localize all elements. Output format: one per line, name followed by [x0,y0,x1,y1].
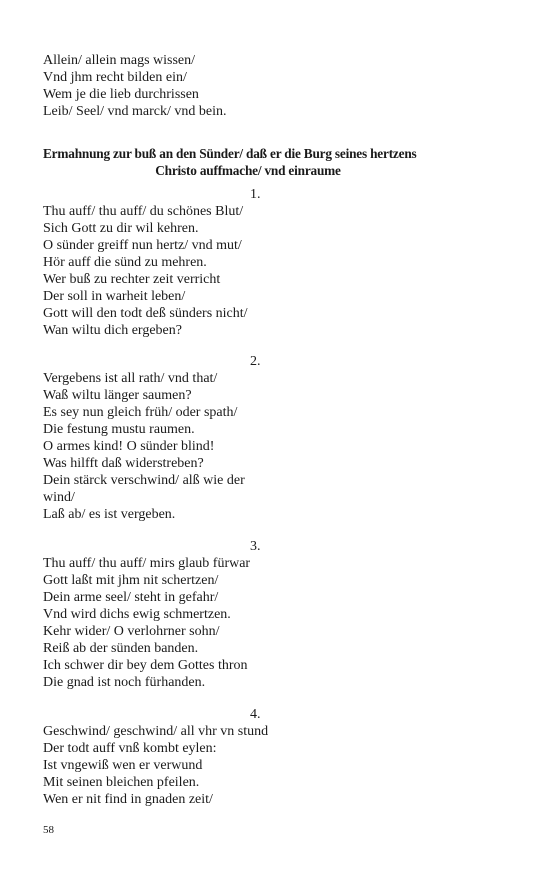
verse-line: Dein arme seel/ steht in gefahr/ [43,590,219,605]
verse-line: Laß ab/ es ist vergeben. [43,507,176,522]
verse-line: Gott will den todt deß sünders nicht/ [43,306,248,321]
poem-title-line-2: Christo auffmache/ vnd einraume [155,163,341,178]
verse-line: O armes kind! O sünder blind! [43,439,215,454]
poem-title [43,145,483,179]
verse-line: Die festung mustu raumen. [43,422,195,437]
verse-line: Ich schwer dir bey dem Gottes thron [43,658,248,673]
stanza-number: 1. [250,187,261,202]
verse-line: Hör auff die sünd zu mehren. [43,255,207,270]
verse-line: Ist vngewiß wen er verwund [43,758,203,773]
verse-line: Allein/ allein mags wissen/ [43,53,196,68]
intro-verse [43,52,483,120]
verse-line: Leib/ Seel/ vnd marck/ vnd bein. [43,104,227,119]
verse-line: Wen er nit find in gnaden zeit/ [43,792,213,807]
verse-line: Waß wiltu länger saumen? [43,388,192,403]
stanza-3 [43,555,483,691]
verse-line: Vnd wird dichs ewig schmertzen. [43,607,231,622]
poem-title-line-1: Ermahnung zur buß an den Sünder/ daß er die Burg seines hertzens [43,146,417,161]
verse-line: wind/ [43,490,75,505]
verse-line: Der soll in warheit leben/ [43,289,186,304]
verse-line: Gott laßt mit jhm nit schertzen/ [43,573,219,588]
verse-line: Was hilfft daß widerstreben? [43,456,204,471]
verse-line: Wan wiltu dich ergeben? [43,323,182,338]
page-number: 58 [43,824,54,836]
stanza-1 [43,203,483,339]
verse-line: Reiß ab der sünden banden. [43,641,199,656]
verse-line: O sünder greiff nun hertz/ vnd mut/ [43,238,242,253]
stanza-2 [43,370,483,523]
verse-line: Es sey nun gleich früh/ oder spath/ [43,405,238,420]
verse-line: Kehr wider/ O verlohrner sohn/ [43,624,220,639]
verse-line: Thu auff/ thu auff/ mirs glaub fürwar [43,556,251,571]
verse-line: Thu auff/ thu auff/ du schönes Blut/ [43,204,244,219]
verse-line: Sich Gott zu dir wil kehren. [43,221,199,236]
verse-line: Geschwind/ geschwind/ all vhr vn stund [43,724,269,739]
stanza-4 [43,723,483,808]
stanza-number: 2. [250,354,261,369]
verse-line: Vnd jhm recht bilden ein/ [43,70,187,85]
verse-line: Dein stärck verschwind/ alß wie der [43,473,245,488]
verse-line: Wem je die lieb durchrissen [43,87,199,102]
verse-line: Mit seinen bleichen pfeilen. [43,775,200,790]
stanza-number: 4. [250,707,261,722]
stanza-number: 3. [250,539,261,554]
verse-line: Die gnad ist noch fürhanden. [43,675,206,690]
verse-line: Wer buß zu rechter zeit verricht [43,272,221,287]
verse-line: Vergebens ist all rath/ vnd that/ [43,371,218,386]
verse-line: Der todt auff vnß kombt eylen: [43,741,217,756]
